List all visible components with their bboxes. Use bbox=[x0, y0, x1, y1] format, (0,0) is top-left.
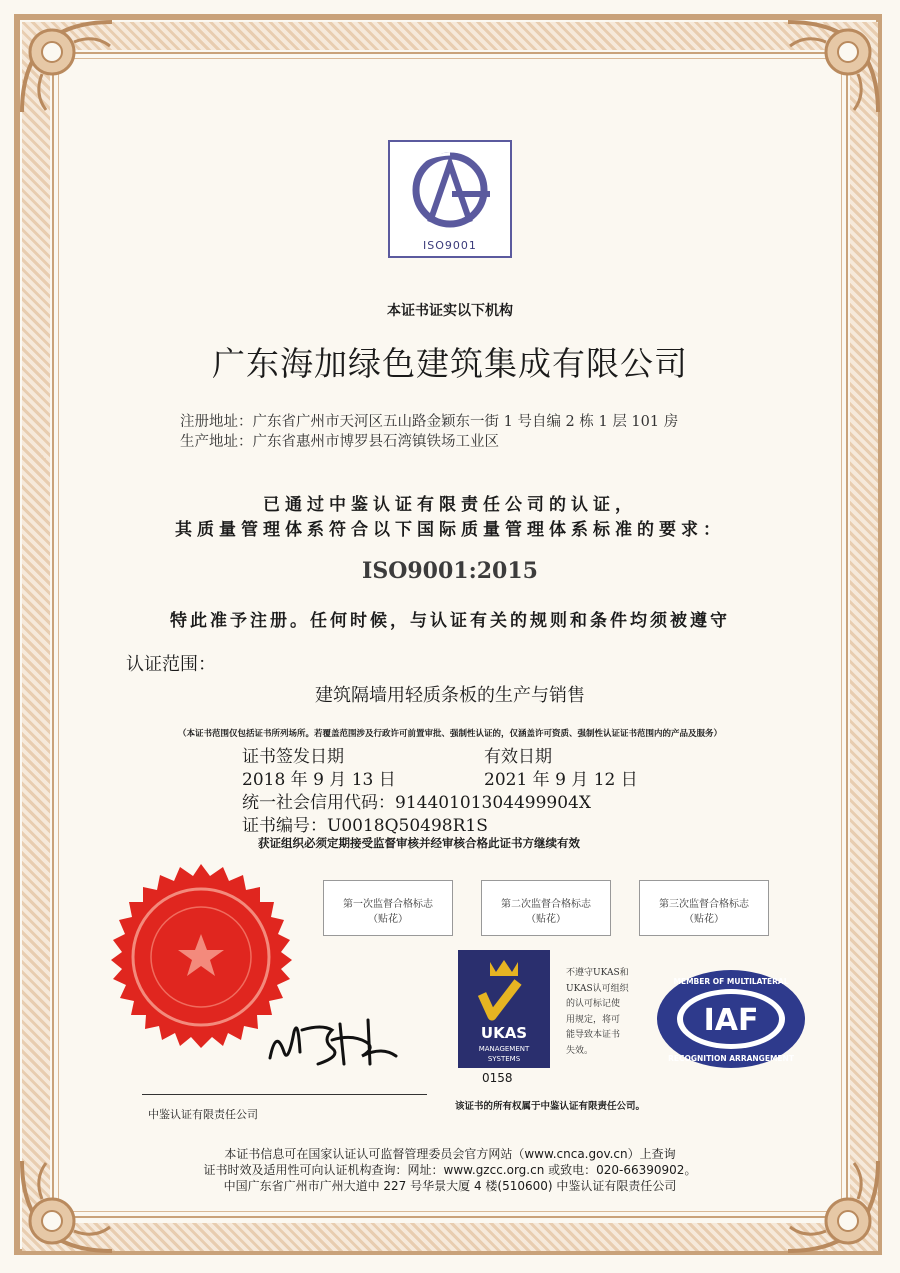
footer bbox=[0, 1146, 900, 1194]
footer-line-3: 中国广东省广州市广州大道中 227 号华景大厦 4 楼(510600) 中鉴认证有限责任公司 bbox=[223, 1179, 677, 1193]
ukas-sub1: MANAGEMENT bbox=[478, 1045, 530, 1053]
surveillance-mark-1: 第一次监督合格标志 （贴花） bbox=[323, 880, 453, 936]
valid-date-label: 有效日期 bbox=[484, 747, 552, 767]
rights-note: 该证书的所有权属于中鉴认证有限责任公司。 bbox=[455, 1101, 646, 1112]
certificate-number: 证书编号：U0018Q50498R1S bbox=[242, 816, 488, 836]
footer-line-1: 本证书信息可在国家认证认可监督管理委员会官方网站（www.cnca.gov.cn）上查询 bbox=[224, 1147, 676, 1161]
issue-date: 2018 年 9 月 13 日 bbox=[242, 770, 396, 790]
issuer-name: 中鉴认证有限责任公司 bbox=[148, 1108, 258, 1121]
signature-icon bbox=[262, 1010, 402, 1072]
footer-line-2: 证书时效及适用性可向认证机构查询：网址：www.gzcc.org.cn 或致电：020-66390902。 bbox=[203, 1163, 697, 1177]
credit-code: 统一社会信用代码：91440101304499904X bbox=[242, 793, 591, 813]
logo-label: ISO9001 bbox=[423, 239, 477, 252]
certification-scope: 建筑隔墙用轻质条板的生产与销售 bbox=[315, 685, 585, 706]
surveillance-mark-3: 第三次监督合格标志 （贴花） bbox=[639, 880, 769, 936]
registration-statement: 特此准予注册。任何时候，与认证有关的规则和条件均须被遵守 bbox=[170, 611, 730, 631]
corner-ornament-icon bbox=[778, 12, 888, 122]
issue-date-label: 证书签发日期 bbox=[242, 747, 344, 767]
valid-date: 2021 年 9 月 12 日 bbox=[484, 770, 638, 790]
corner-ornament-icon bbox=[12, 12, 122, 122]
production-address: 生产地址：广东省惠州市博罗县石湾镇铁场工业区 bbox=[180, 434, 499, 450]
iaf-text: IAF bbox=[703, 1003, 759, 1038]
ukas-logo-icon bbox=[458, 950, 550, 1068]
requirement-line-2: 其质量管理体系符合以下国际质量管理体系标准的要求： bbox=[175, 520, 725, 540]
ukas-name: UKAS bbox=[480, 1024, 528, 1042]
ukas-sub2: SYSTEMS bbox=[487, 1055, 521, 1063]
signature-line bbox=[142, 1094, 427, 1095]
requirement-line-1: 已通过中鉴认证有限责任公司的认证， bbox=[263, 495, 637, 515]
registered-address: 注册地址：广东省广州市天河区五山路金颖东一街 1 号自编 2 栋 1 层 101 房 bbox=[180, 414, 679, 430]
ukas-note: 不遵守UKAS和 UKAS认可组织 的认可标记使 用规定，将可 能导致本证书 失效。 bbox=[566, 968, 629, 1056]
scope-label: 认证范围： bbox=[126, 654, 216, 675]
iso-standard: ISO9001:2015 bbox=[362, 558, 538, 584]
supervision-note: 获证组织必须定期接受监督审核并经审核合格此证书方继续有效 bbox=[258, 836, 580, 850]
ukas-number: 0158 bbox=[482, 1071, 513, 1085]
iaf-logo-icon bbox=[655, 968, 807, 1070]
iaf-ring-bottom: RECOGNITION ARRANGEMENT bbox=[668, 1054, 794, 1063]
iaf-ring-top: MEMBER OF MULTILATERAL bbox=[673, 977, 789, 986]
company-name: 广东海加绿色建筑集成有限公司 bbox=[212, 344, 688, 383]
certification-logo bbox=[388, 140, 512, 258]
scope-note: （本证书范围仅包括证书所列场所。若覆盖范围涉及行政许可前置审批、强制性认证的，仅涵盖许可资质、强制性认证证书范围内的产品及服务） bbox=[177, 729, 722, 739]
surveillance-mark-2: 第二次监督合格标志 （贴花） bbox=[481, 880, 611, 936]
certifies-heading: 本证书证实以下机构 bbox=[387, 303, 513, 319]
ccg-logo-icon bbox=[390, 142, 510, 238]
